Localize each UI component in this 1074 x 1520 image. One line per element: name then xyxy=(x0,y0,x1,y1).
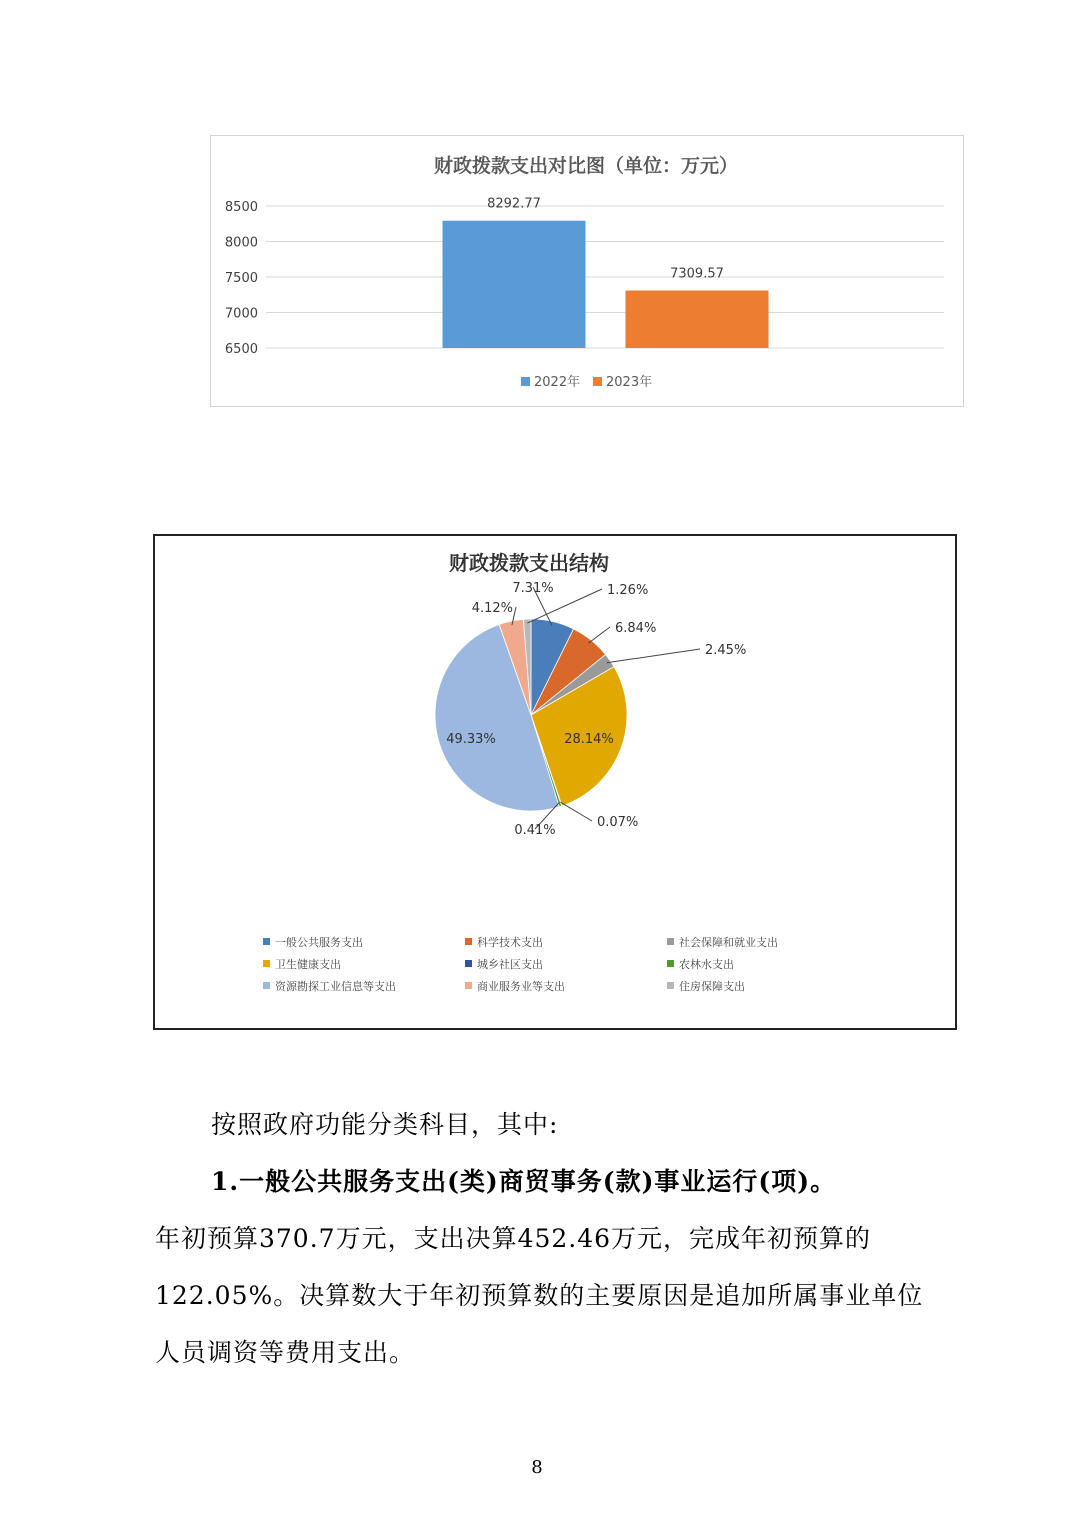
pie-data-label: 49.33% xyxy=(446,732,496,747)
pie-data-label: 4.12% xyxy=(471,601,513,616)
leader-line xyxy=(607,649,700,663)
y-tick-label: 7500 xyxy=(224,271,258,286)
legend-label: 2023年 xyxy=(606,375,653,390)
pie-data-label: 1.26% xyxy=(607,583,649,598)
section-heading: 1.一般公共服务支出(类)商贸事务(款)事业运行(项)。 xyxy=(211,1167,837,1196)
pie-data-label: 7.31% xyxy=(512,581,554,596)
bar-data-label: 7309.57 xyxy=(670,266,724,282)
intro-paragraph: 按照政府功能分类科目，其中: xyxy=(211,1110,559,1139)
pie-data-label: 28.14% xyxy=(564,732,614,747)
pie-data-label: 2.45% xyxy=(705,643,747,658)
legend-label: 住房保障支出 xyxy=(679,980,745,993)
bar-1 xyxy=(443,221,586,348)
y-tick-label: 8000 xyxy=(224,235,258,251)
legend-swatch xyxy=(521,377,530,386)
legend-label: 商业服务业等支出 xyxy=(477,980,565,993)
bar-data-label: 8292.77 xyxy=(487,196,541,212)
legend-swatch xyxy=(263,982,270,989)
bar-2 xyxy=(626,291,769,348)
y-tick-label: 8500 xyxy=(224,200,258,215)
pie-data-label: 0.07% xyxy=(597,815,639,830)
legend-swatch xyxy=(465,960,472,967)
bar-chart xyxy=(211,136,962,405)
legend-swatch xyxy=(263,960,270,967)
pie-chart xyxy=(155,536,955,1028)
legend-swatch xyxy=(667,938,674,945)
legend-label: 资源勘探工业信息等支出 xyxy=(275,980,396,993)
leader-line xyxy=(588,627,610,643)
legend-swatch xyxy=(667,982,674,989)
page-number: 8 xyxy=(531,1457,543,1478)
pie-chart-title: 财政拨款支出结构 xyxy=(449,551,609,575)
legend-swatch xyxy=(667,960,674,967)
pie-data-label: 6.84% xyxy=(615,621,657,636)
legend-label: 社会保障和就业支出 xyxy=(679,936,778,949)
legend-label: 2022年 xyxy=(534,375,581,390)
legend-swatch xyxy=(465,982,472,989)
legend-swatch xyxy=(593,377,602,386)
body-paragraph: 年初预算370.7万元，支出决算452.46万元，完成年初预算的122.05%。决算数大于年初预算数的主要原因是追加所属事业单位人员调资等费用支出。 xyxy=(155,1224,924,1367)
bar-chart-title: 财政拨款支出对比图（单位：万元） xyxy=(433,155,739,177)
y-tick-label: 6500 xyxy=(224,342,258,357)
legend-label: 农林水支出 xyxy=(679,958,734,971)
legend-swatch xyxy=(465,938,472,945)
leader-line xyxy=(560,802,592,821)
legend-label: 城乡社区支出 xyxy=(477,958,543,971)
bar-chart-frame xyxy=(210,135,964,407)
pie-data-label: 0.41% xyxy=(514,823,556,838)
legend-label: 卫生健康支出 xyxy=(275,958,341,971)
legend-label: 科学技术支出 xyxy=(477,936,543,949)
y-tick-label: 7000 xyxy=(224,306,258,322)
legend-label: 一般公共服务支出 xyxy=(275,936,363,949)
pie-chart-frame xyxy=(153,534,957,1030)
legend-swatch xyxy=(263,938,270,945)
